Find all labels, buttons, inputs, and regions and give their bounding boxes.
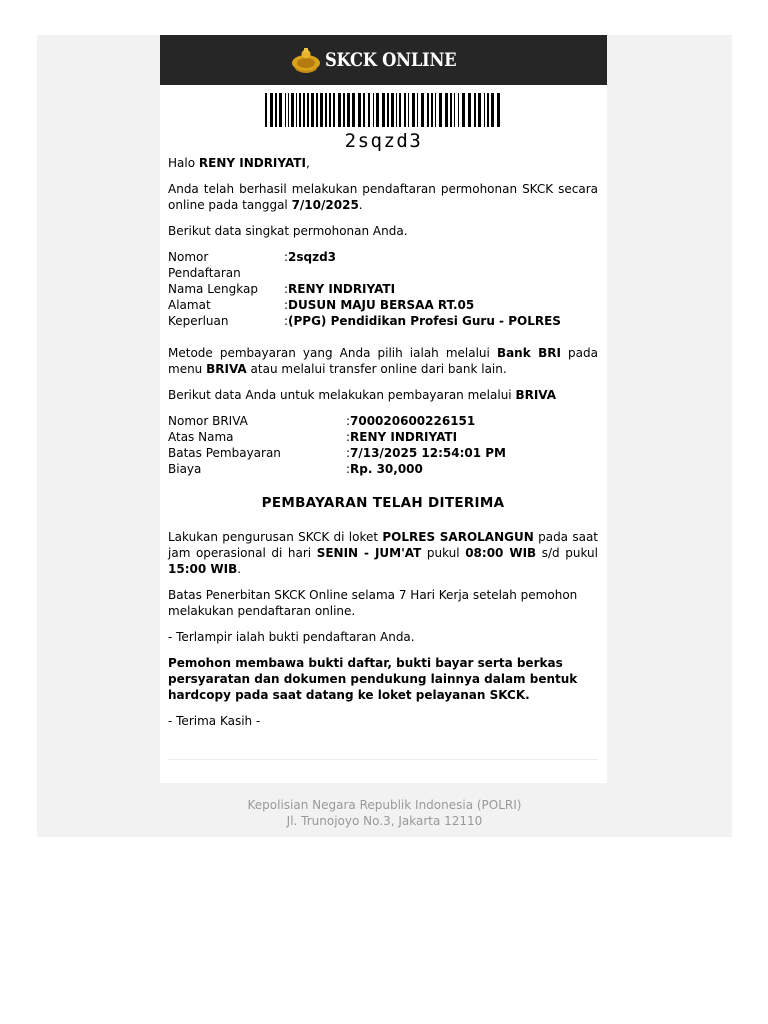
- barcode-bar: [311, 93, 314, 127]
- polri-emblem-icon: [290, 46, 322, 74]
- barcode-bar: [275, 93, 277, 127]
- closing-text: - Terima Kasih -: [168, 714, 261, 728]
- barcode-bar: [347, 93, 350, 127]
- barcode-bar: [478, 93, 481, 127]
- barcode-bar: [316, 93, 318, 127]
- barcode-bar: [487, 93, 489, 127]
- barcode-bar: [497, 93, 500, 127]
- payment-heading: Berikut data Anda untuk melakukan pembayaran melalui BRIVA: [168, 388, 557, 402]
- summary-heading: Berikut data singkat permohonan Anda.: [168, 224, 408, 238]
- barcode-bar: [329, 93, 331, 127]
- footer-address: Jl. Trunojoyo No.3, Jakarta 12110: [286, 814, 483, 828]
- payment-row: Biaya : Rp. 30,000: [168, 462, 423, 476]
- registration-number: 2sqzd3: [288, 250, 337, 264]
- barcode-bar: [474, 93, 476, 127]
- barcode-bar: [325, 93, 327, 127]
- barcode-bar: [265, 93, 267, 127]
- registration-row: Keperluan : (PPG) Pendidikan Profesi Guru - POLRES: [168, 314, 561, 328]
- barcode-bar: [307, 93, 309, 127]
- email-background: [37, 35, 732, 837]
- payment-method-text: Metode pembayaran yang Anda pilih ialah melalui Bank BRI pada menu BRIVA atau melalui transfer online dari bank lain.: [168, 346, 598, 376]
- registration-date: 7/10/2025: [291, 198, 359, 212]
- barcode-bar: [382, 93, 385, 127]
- barcode-bar: [445, 93, 448, 127]
- barcode-bar: [458, 93, 459, 127]
- barcode-bar: [468, 93, 471, 127]
- row-label: Keperluan: [168, 314, 229, 328]
- barcode-bar: [352, 93, 355, 127]
- row-label: Nama Lengkap: [168, 282, 258, 296]
- barcode-bar: [387, 93, 389, 127]
- barcode-bar: [439, 93, 442, 127]
- row-label: Alamat: [168, 298, 211, 312]
- payment-row: Nomor BRIVA : 700020600226151: [168, 414, 476, 428]
- barcode-bar: [338, 93, 341, 127]
- email-footer: [37, 797, 732, 829]
- registration-row: Nama Lengkap : RENY INDRIYATI: [168, 282, 396, 296]
- purpose: (PPG) Pendidikan Profesi Guru - POLRES: [288, 314, 561, 328]
- intro-text: Anda telah berhasil melakukan pendaftaran permohonan SKCK secara online pada tanggal 7/10/2025.: [168, 182, 598, 212]
- barcode-bar: [427, 93, 429, 127]
- barcode-bar: [408, 93, 409, 127]
- barcode-bar: [454, 93, 455, 127]
- barcode-bar: [291, 93, 294, 127]
- payment-deadline: 7/13/2025 12:54:01 PM: [350, 446, 506, 460]
- row-label: Atas Nama: [168, 430, 234, 444]
- address: DUSUN MAJU BERSAA RT.05: [288, 298, 475, 312]
- row-label: Batas Pembayaran: [168, 446, 281, 460]
- barcode-bar: [279, 93, 282, 127]
- barcode-bar: [484, 93, 485, 127]
- row-label: Nomor BRIVA: [168, 414, 248, 428]
- payment-row: Batas Pembayaran : 7/13/2025 12:54:01 PM: [168, 446, 506, 460]
- barcode-bar: [396, 93, 397, 127]
- barcode-bar: [270, 93, 273, 127]
- barcode-bar: [450, 93, 452, 127]
- recipient-name: RENY INDRIYATI: [198, 156, 306, 170]
- brand-title: SKCK ONLINE: [324, 49, 456, 71]
- instructions-text: Lakukan pengurusan SKCK di loket POLRES SAROLANGUN pada saat jam operasional di hari SENIN - JUM'AT pukul 08:00 WIB s/d pukul 15:00 WIB.: [168, 530, 599, 576]
- barcode-bar: [333, 93, 335, 127]
- barcode-bar: [404, 93, 406, 127]
- row-label: Biaya: [168, 462, 202, 476]
- registration-row: Alamat : DUSUN MAJU BERSAA RT.05: [168, 298, 475, 312]
- barcode-bar: [363, 93, 365, 127]
- full-name: RENY INDRIYATI: [288, 282, 396, 296]
- barcode-bar: [412, 93, 415, 127]
- barcode-image: [265, 93, 502, 127]
- payment-row: Atas Nama : RENY INDRIYATI: [168, 430, 458, 444]
- barcode-bar: [399, 93, 401, 127]
- greeting: Halo RENY INDRIYATI,: [168, 156, 310, 170]
- barcode-bar: [296, 93, 297, 127]
- barcode-bar: [431, 93, 433, 127]
- barcode-bar: [491, 93, 494, 127]
- barcode-bar: [417, 93, 418, 127]
- barcode-bar: [462, 93, 465, 127]
- email-body: [168, 155, 598, 729]
- barcode-bar: [368, 93, 370, 127]
- barcode-bar: [320, 93, 323, 127]
- barcode-bar: [373, 93, 374, 127]
- barcode-bar: [299, 93, 301, 127]
- bring-documents-note: Pemohon membawa bukti daftar, bukti bayar serta berkas persyaratan dan dokumen pendukung lainnya dalam bentuk hardcopy pada saat datang ke loket pelayanan SKCK.: [168, 656, 578, 702]
- barcode-bar: [391, 93, 394, 127]
- barcode-bar: [376, 93, 379, 127]
- brand-logo: [290, 46, 478, 74]
- barcode-bar: [435, 93, 436, 127]
- barcode-bar: [285, 93, 286, 127]
- issuance-note: Batas Penerbitan SKCK Online selama 7 Hari Kerja setelah pemohon melakukan pendaftaran online.: [168, 588, 578, 618]
- barcode-bar: [303, 93, 305, 127]
- attachment-note: - Terlampir ialah bukti pendaftaran Anda.: [168, 630, 415, 644]
- footer-organization: Kepolisian Negara Republik Indonesia (POLRI): [247, 798, 522, 812]
- barcode-code: 2sqzd3: [344, 130, 423, 152]
- fee-amount: Rp. 30,000: [350, 462, 423, 476]
- barcode-bar: [288, 93, 289, 127]
- registration-table: [168, 249, 598, 329]
- briva-number: 700020600226151: [350, 414, 476, 428]
- email-card: [160, 35, 607, 783]
- payment-status: PEMBAYARAN TELAH DITERIMA: [261, 495, 505, 511]
- payment-table: [168, 413, 598, 477]
- registration-row: Nomor Pendaftaran : 2sqzd3: [168, 250, 337, 280]
- barcode-bar: [358, 93, 361, 127]
- divider: [168, 759, 598, 760]
- barcode-bar: [421, 93, 424, 127]
- row-label: Nomor Pendaftaran: [168, 250, 241, 280]
- barcode-bar: [343, 93, 345, 127]
- account-name: RENY INDRIYATI: [350, 430, 458, 444]
- brand-header: [160, 35, 607, 85]
